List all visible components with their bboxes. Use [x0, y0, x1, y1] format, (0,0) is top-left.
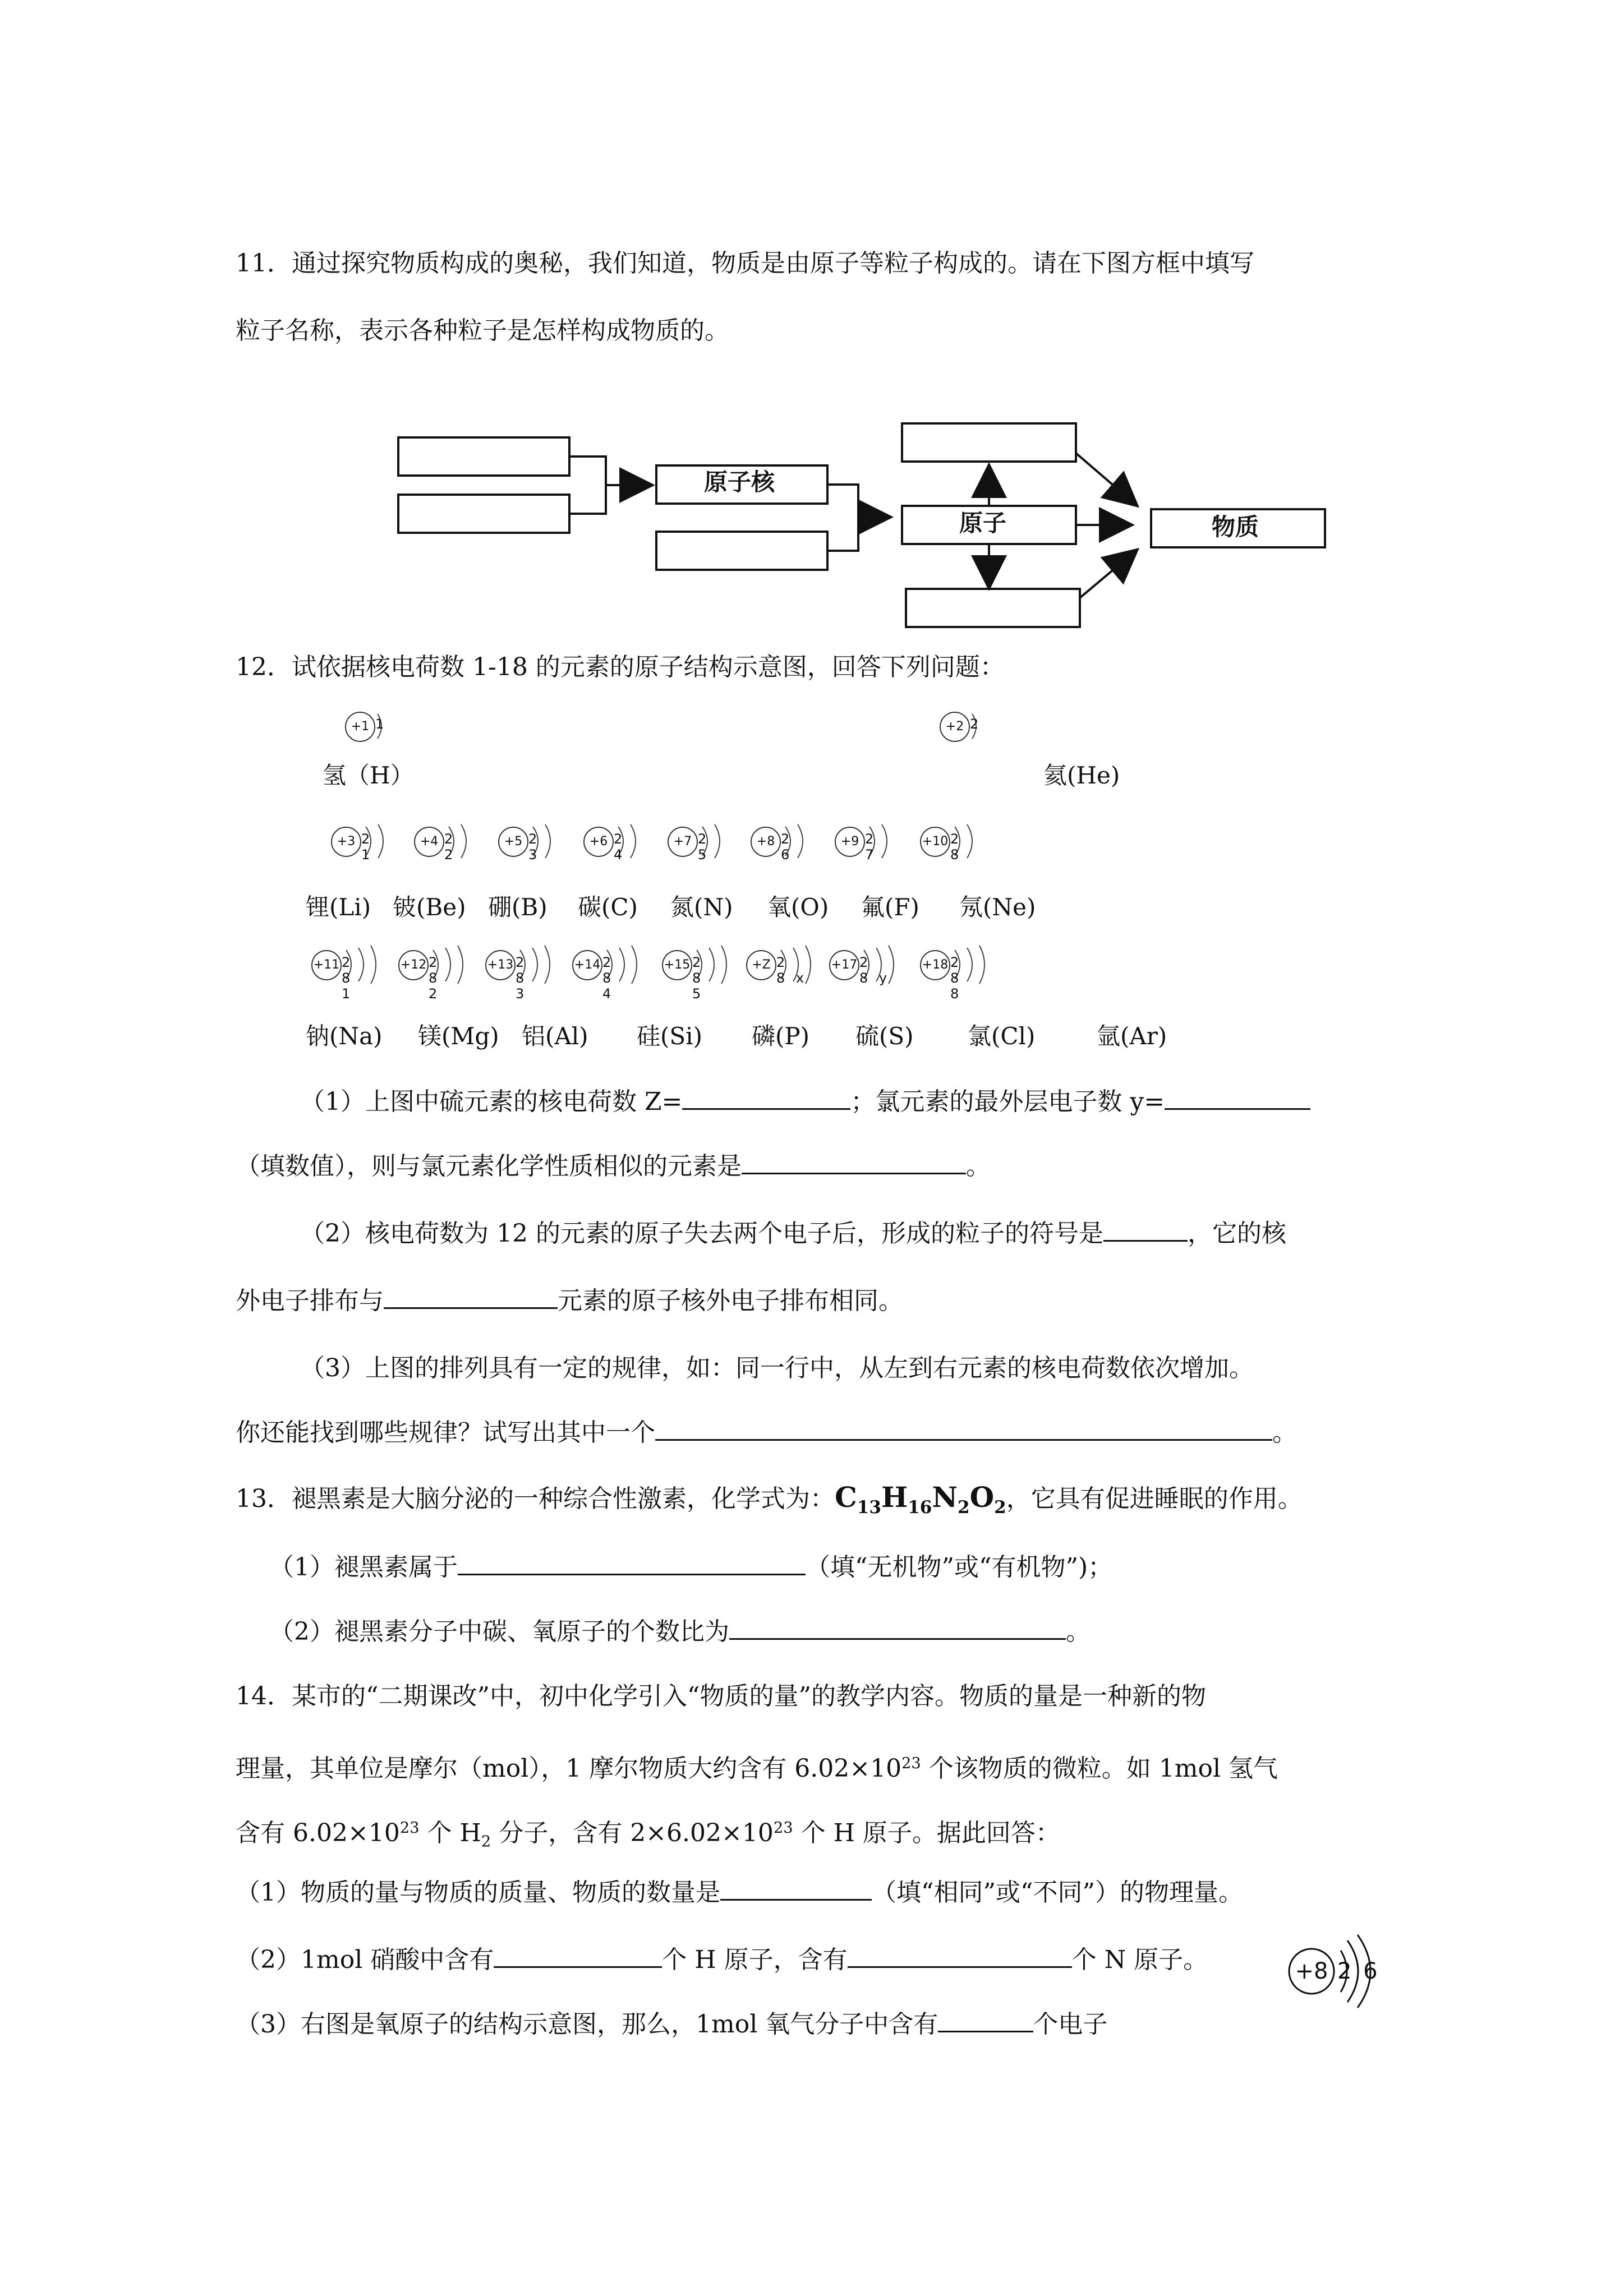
electron-shells: 2 8 4: [602, 955, 615, 1002]
atom-diagram-o: [751, 819, 812, 864]
electron-shells: 2 8 y: [859, 955, 891, 986]
q13-intro: 13．褪黑素是大脑分泌的一种综合性激素，化学式为：$C_{13}H_{16}N_2O_2$，它具有促进睡眠的作用。: [236, 1481, 1303, 1518]
melatonin-formula: $C_{13}H_{16}N_2O_2$: [835, 1481, 1006, 1518]
atom-diagram-cl: [829, 942, 891, 987]
q13-part2: （2）褪黑素分子中碳、氧原子的个数比为 。: [269, 1615, 1091, 1649]
answer-blank-z[interactable]: [682, 1086, 850, 1110]
element-name-na: 钠(Na): [306, 1022, 383, 1050]
element-name-c: 碳(C): [578, 893, 638, 921]
answer-blank-same-different[interactable]: [720, 1877, 872, 1901]
electron-shells: 2 8 x: [776, 955, 808, 986]
answer-blank-n-atoms[interactable]: [848, 1944, 1072, 1968]
nucleus-charge: +9: [835, 827, 865, 857]
atom-diagram-s: [746, 942, 808, 987]
nucleus-charge: +18: [920, 950, 950, 980]
electron-shells: 2: [970, 716, 982, 732]
blank-box-left-top: [398, 437, 569, 476]
electron-shells: 2 2: [444, 831, 457, 863]
atom-diagram-f: [835, 819, 896, 864]
element-name-li: 锂(Li): [306, 893, 371, 921]
element-name-h: 氢（H）: [323, 762, 414, 789]
nucleus-charge: +Z: [746, 950, 776, 980]
electron-shells: 2 7: [865, 831, 877, 863]
electron-shells: 2 8 8: [950, 955, 963, 1002]
nucleus-label: 原子核: [704, 468, 775, 496]
answer-blank-ion-symbol[interactable]: [1103, 1218, 1188, 1242]
blank-box-right-bottom: [906, 589, 1080, 627]
atom-diagram-h: [345, 704, 407, 749]
nucleus-charge: +17: [829, 950, 859, 980]
electron-shells: 2 8 5: [692, 955, 705, 1002]
nucleus-charge: +11: [311, 950, 342, 980]
electron-shells: 2 8 2: [429, 955, 441, 1002]
electron-shells: 2 5: [698, 831, 710, 863]
atom-diagram-he: [940, 704, 1001, 749]
q11-line1: 11．通过探究物质构成的奥秘，我们知道，物质是由原子等粒子构成的。请在下图方框中填写: [236, 249, 1254, 278]
element-name-f: 氟(F): [861, 893, 919, 921]
q12-part1-line1: （1）上图中硫元素的核电荷数 Z= ；氯元素的最外层电子数 y=: [300, 1085, 1310, 1119]
answer-blank-similar-element[interactable]: [742, 1150, 966, 1174]
electron-shells: 2 8: [950, 831, 963, 863]
blank-box-left-bottom: [398, 495, 569, 533]
nucleus-charge: +13: [485, 950, 516, 980]
electron-shells: 2 1: [361, 831, 374, 863]
element-name-ne: 氖(Ne): [959, 893, 1036, 921]
element-name-al: 铝(Al): [522, 1022, 588, 1050]
nucleus-charge: +12: [398, 950, 429, 980]
atom-diagram-si: [572, 942, 634, 1002]
atom-diagram-mg: [398, 942, 460, 1002]
element-name-ar: 氩(Ar): [1097, 1022, 1167, 1050]
element-name-mg: 镁(Mg): [418, 1022, 499, 1050]
q14-line2: 理量，其单位是摩尔（mol），1 摩尔物质大约含有 $6.02\times 10^{23}$ 个该物质的微粒。如 1mol 氢气: [236, 1754, 1278, 1783]
q13-part1: （1）褪黑素属于 （填“无机物”或“有机物”)；: [269, 1551, 1112, 1584]
nucleus-charge: +6: [583, 827, 614, 857]
matter-label: 物质: [1212, 513, 1259, 541]
electron-shells: 2 8 3: [516, 955, 528, 1002]
nucleus-charge: +2: [940, 712, 970, 742]
blank-box-right-top: [902, 423, 1076, 462]
atom-label: 原子: [959, 509, 1007, 537]
answer-blank-electrons[interactable]: [938, 2008, 1033, 2032]
element-name-p: 磷(P): [752, 1022, 810, 1050]
element-name-he: 氦(He): [1043, 762, 1120, 789]
atom-diagram-c: [583, 819, 645, 864]
nucleus-charge: +5: [498, 827, 528, 857]
nucleus-charge: +1: [345, 712, 375, 742]
q12-part3-line2: 你还能找到哪些规律？试写出其中一个 。: [236, 1416, 1297, 1450]
nucleus-charge: +10: [920, 827, 950, 857]
element-name-s: 硫(S): [855, 1022, 914, 1050]
atom-diagram-ne: [920, 819, 982, 864]
q12-part1-line2: （填数值），则与氯元素化学性质相似的元素是 。: [236, 1150, 991, 1183]
atom-diagram-na: [311, 942, 373, 1002]
atom-diagram-n: [668, 819, 729, 864]
nucleus-charge: +8: [751, 827, 781, 857]
oxygen-nucleus: +8: [1295, 1958, 1328, 1984]
atom-diagram-al: [485, 942, 547, 1002]
q14-part1: （1）物质的量与物质的质量、物质的数量是 （填“相同”或“不同”）的物理量。: [236, 1876, 1243, 1910]
atom-diagram-ar: [920, 942, 982, 1002]
electron-shells: 1: [375, 716, 388, 732]
atom-diagram-li: [331, 819, 393, 864]
nucleus-charge: +14: [572, 950, 602, 980]
answer-blank-h-atoms[interactable]: [494, 1944, 662, 1968]
element-name-b: 硼(B): [488, 893, 548, 921]
electron-shells: 2 3: [528, 831, 541, 863]
element-name-si: 硅(Si): [637, 1022, 702, 1050]
atom-diagram-b: [498, 819, 560, 864]
element-name-n: 氮(N): [670, 893, 733, 921]
element-name-be: 铍(Be): [393, 893, 466, 921]
answer-blank-y[interactable]: [1165, 1086, 1310, 1110]
blank-box-mid-bottom: [656, 532, 827, 570]
electron-shells: 2 4: [614, 831, 626, 863]
nucleus-charge: +4: [414, 827, 444, 857]
particle-diagram: [0, 0, 1624, 673]
nucleus-charge: +3: [331, 827, 361, 857]
nucleus-charge: +15: [662, 950, 692, 980]
electron-shells: 2 6: [781, 831, 793, 863]
oxygen-atom-diagram: [1285, 1929, 1391, 2013]
q14-part3: （3）右图是氧原子的结构示意图，那么，1mol 氧气分子中含有 个电子: [236, 2008, 1107, 2041]
element-name-o: 氧(O): [767, 893, 829, 921]
q11-line2: 粒子名称，表示各种粒子是怎样构成物质的。: [236, 316, 729, 345]
q12-part2-line2: 外电子排布与 元素的原子核外电子排布相同。: [236, 1284, 903, 1318]
q14-part2: （2）1mol 硝酸中含有 个 H 原子，含有 个 N 原子。: [236, 1943, 1208, 1977]
nucleus-charge: +7: [668, 827, 698, 857]
atom-diagram-be: [414, 819, 476, 864]
atom-diagram-p: [662, 942, 724, 1002]
q12-part3-line1: （3）上图的排列具有一定的规律，如：同一行中，从左到右元素的核电荷数依次增加。: [300, 1354, 1254, 1382]
element-name-cl: 氯(Cl): [968, 1022, 1036, 1050]
answer-blank-ratio[interactable]: [729, 1616, 1066, 1640]
answer-blank-organic[interactable]: [458, 1551, 806, 1575]
electron-shells: 2 8 1: [342, 955, 354, 1002]
q12-part2-line1: （2）核电荷数为 12 的元素的原子失去两个电子后，形成的粒子的符号是 ，它的核: [300, 1217, 1286, 1251]
oxygen-shells: 2 6: [1337, 1958, 1380, 1984]
answer-blank-same-element[interactable]: [384, 1285, 558, 1309]
answer-blank-rule[interactable]: [655, 1417, 1272, 1441]
q12-intro: 12．试依据核电荷数 1-18 的元素的原子结构示意图，回答下列问题：: [236, 653, 1005, 681]
q14-line1: 14．某市的“二期课改”中，初中化学引入“物质的量”的教学内容。物质的量是一种新的物: [236, 1682, 1206, 1711]
q14-line3: 含有 $6.02\times 10^{23}$ 个 $H_2$ 分子，含有 $2\times 6.02\times 10^{23}$ 个 H 原子。据此回答：: [236, 1819, 1060, 1851]
